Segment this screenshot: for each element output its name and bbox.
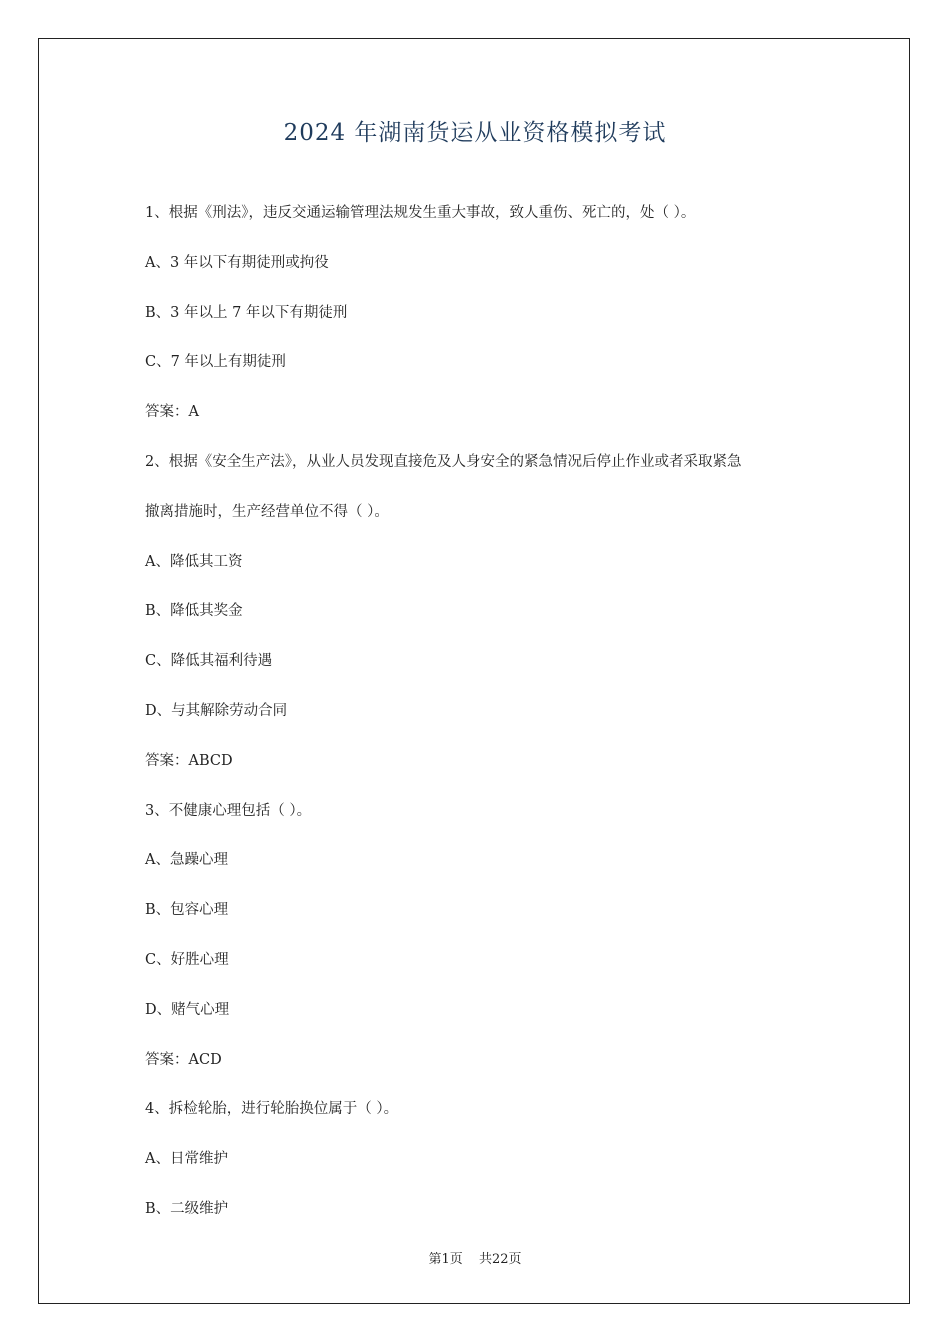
page-footer <box>0 1248 950 1267</box>
question-3-option-c: C、好胜心理 <box>145 951 229 968</box>
question-4-option-b: B、二级维护 <box>145 1200 229 1217</box>
question-2-text-continued: 撤离措施时，生产经营单位不得（ ）。 <box>145 503 389 520</box>
question-4-option-a: A、日常维护 <box>145 1151 228 1168</box>
question-1-option-c: C、7 年以上有期徒刑 <box>145 354 286 371</box>
question-2-option-a: A、降低其工资 <box>145 553 243 570</box>
question-1-option-b: B、3 年以上 7 年以下有期徒刑 <box>145 304 348 321</box>
question-4-text: 4、拆检轮胎，进行轮胎换位属于（ ）。 <box>145 1101 399 1118</box>
document-body <box>145 200 825 1246</box>
question-3-answer: 答案：ACD <box>145 1051 222 1068</box>
question-1-text: 1、根据《刑法》，违反交通运输管理法规发生重大事故，致人重伤、死亡的，处（ ）。 <box>145 205 696 221</box>
question-3-text: 3、不健康心理包括（ ）。 <box>145 802 312 819</box>
question-1-answer: 答案：A <box>145 404 199 421</box>
question-1-option-a: A、3 年以下有期徒刑或拘役 <box>145 254 329 271</box>
question-2-option-b: B、降低其奖金 <box>145 603 243 620</box>
question-2-option-c: C、降低其福利待遇 <box>145 653 273 670</box>
question-2-answer: 答案：ABCD <box>145 752 233 769</box>
page-number: 第1页 <box>428 1252 463 1267</box>
question-2-text: 2、根据《安全生产法》，从业人员发现直接危及人身安全的紧急情况后停止作业或者采取紧急 <box>145 453 742 470</box>
page-total: 共22页 <box>478 1252 522 1267</box>
question-2-option-d: D、与其解除劳动合同 <box>145 702 288 719</box>
question-3-option-a: A、急躁心理 <box>145 852 228 869</box>
question-3-option-b: B、包容心理 <box>145 902 229 919</box>
document-title: 2024 年湖南货运从业资格模拟考试 <box>283 120 667 146</box>
question-3-option-d: D、赌气心理 <box>145 1001 230 1018</box>
